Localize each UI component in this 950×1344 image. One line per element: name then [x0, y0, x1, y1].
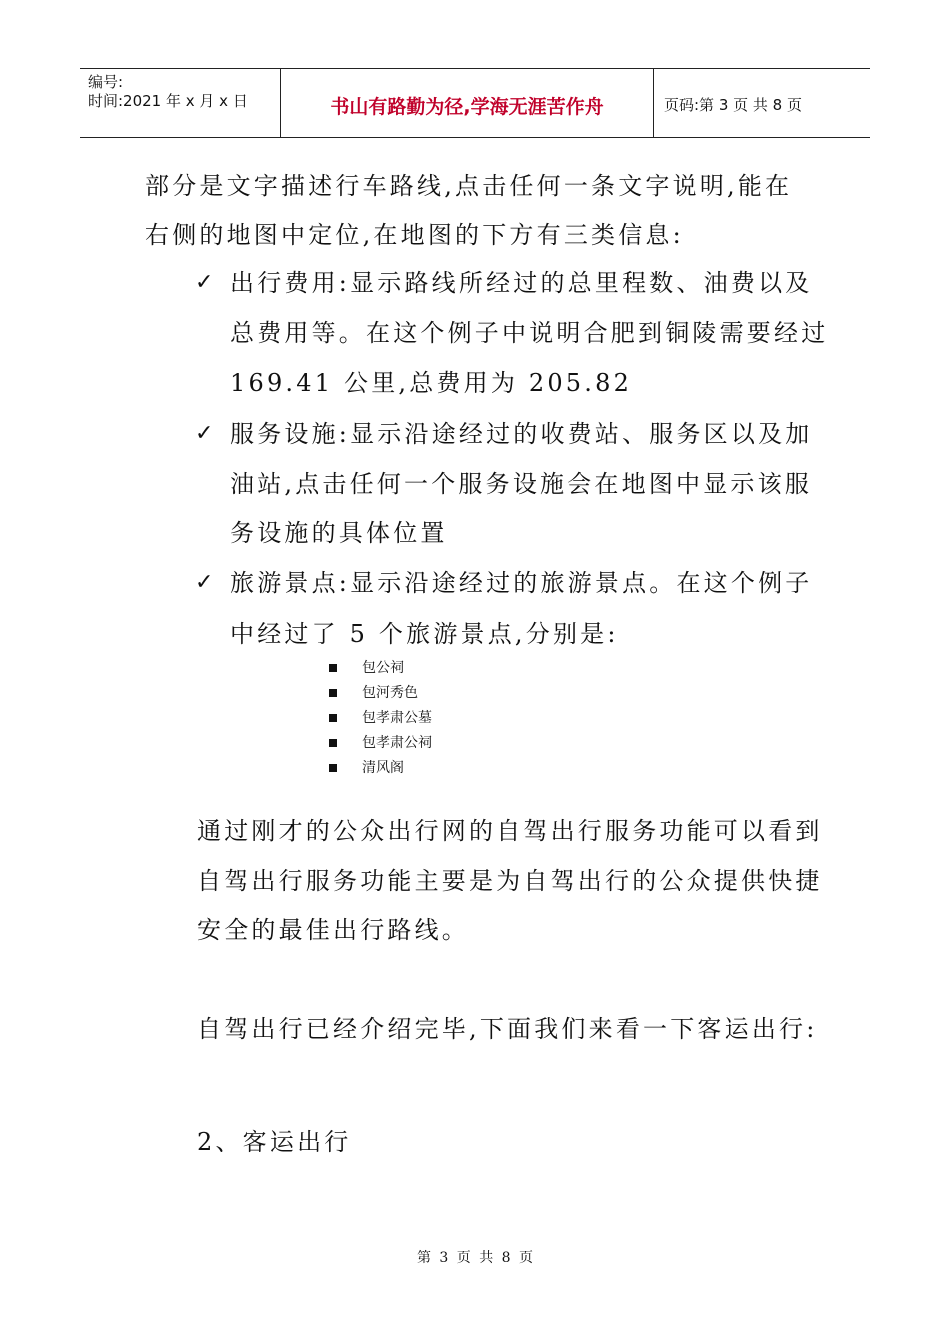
attraction-item: 清风阁 [362, 760, 404, 776]
check-icon: ✓ [195, 270, 214, 295]
summary-line-1: 通过刚才的公众出行网的自驾出行服务功能可以看到 [197, 817, 823, 845]
check-icon: ✓ [195, 570, 214, 595]
square-bullet-icon [329, 689, 337, 697]
square-bullet-icon [329, 714, 337, 722]
bullet-1-line-2: 总费用等。在这个例子中说明合肥到铜陵需要经过 [230, 319, 829, 347]
attraction-item: 包河秀色 [362, 685, 418, 701]
attraction-item: 包公祠 [362, 660, 404, 676]
header-page-cell [654, 69, 870, 137]
check-icon: ✓ [195, 421, 214, 446]
header-motto-cell [281, 69, 654, 137]
intro-line-2: 右侧的地图中定位,在地图的下方有三类信息: [145, 221, 684, 249]
page-footer: 第 3 页 共 8 页 [416, 1250, 534, 1266]
section-heading: 2、客运出行 [197, 1128, 352, 1156]
attraction-item: 包孝肃公墓 [362, 710, 432, 726]
intro-line-1: 部分是文字描述行车路线,点击任何一条文字说明,能在 [145, 172, 793, 200]
bullet-3-line-2: 中经过了 5 个旅游景点,分别是: [230, 620, 619, 648]
doc-time-label: 时间:2021 年 x 月 x 日 [88, 92, 248, 110]
page-header [80, 68, 870, 138]
bullet-3-line-1: 旅游景点:显示沿途经过的旅游景点。在这个例子 [230, 569, 813, 597]
bullet-1-line-1: 出行费用:显示路线所经过的总里程数、油费以及 [230, 269, 813, 297]
bullet-2-line-2: 油站,点击任何一个服务设施会在地图中显示该服 [230, 470, 813, 498]
summary-line-3: 安全的最佳出行路线。 [197, 916, 469, 944]
bullet-2-line-1: 服务设施:显示沿途经过的收费站、服务区以及加 [230, 420, 813, 448]
square-bullet-icon [329, 739, 337, 747]
header-page-number: 页码:第 3 页 共 8 页 [664, 96, 802, 114]
square-bullet-icon [329, 764, 337, 772]
transition-text: 自驾出行已经介绍完毕,下面我们来看一下客运出行: [197, 1015, 818, 1043]
attraction-item: 包孝肃公祠 [362, 735, 432, 751]
summary-line-2: 自驾出行服务功能主要是为自驾出行的公众提供快捷 [197, 867, 823, 895]
bullet-1-line-3: 169.41 公里,总费用为 205.82 [230, 369, 633, 397]
header-motto: 书山有路勤为径,学海无涯苦作舟 [330, 96, 604, 118]
doc-number-label: 编号: [88, 73, 124, 91]
header-meta-cell [80, 69, 281, 137]
square-bullet-icon [329, 664, 337, 672]
bullet-2-line-3: 务设施的具体位置 [230, 519, 448, 547]
